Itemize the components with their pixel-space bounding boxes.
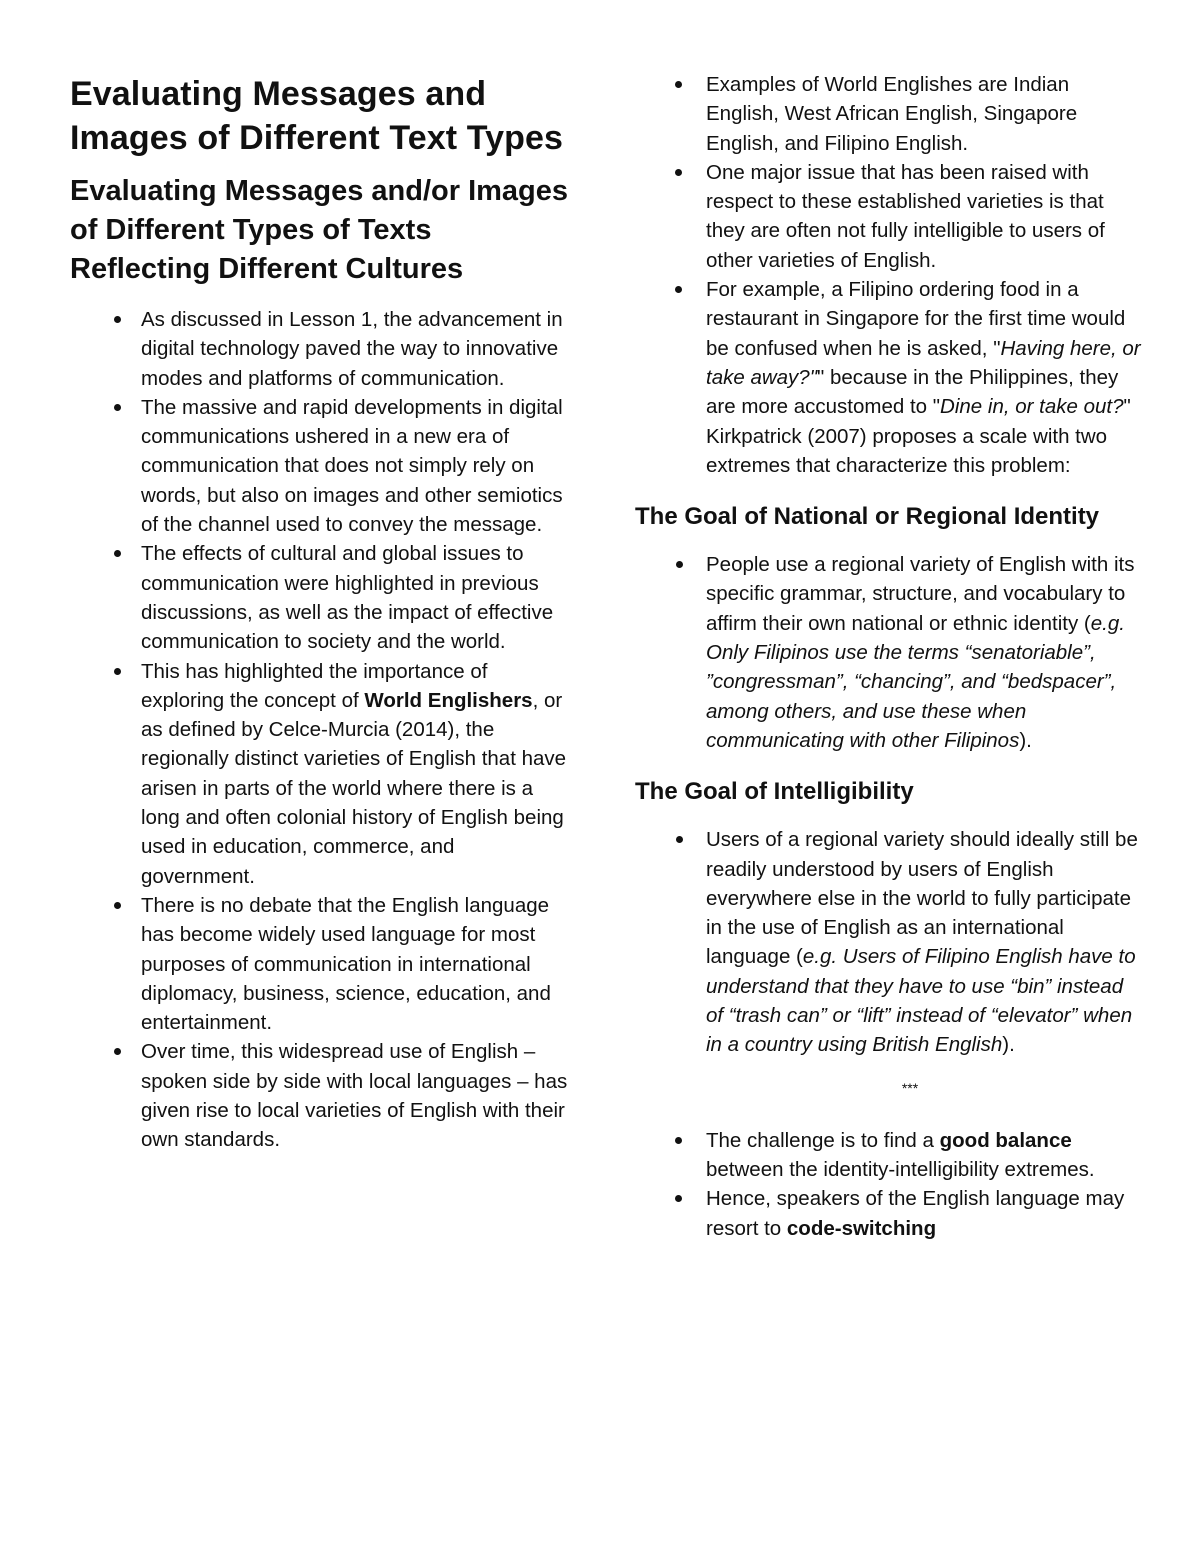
- bullet-icon: [675, 169, 682, 176]
- body-text: , or as defined by Celce-Murcia (2014), the regionally distinct varieties of English that have arisen in parts of the world where there is a long and often colonial history of English being used in education, commerce, and government.: [141, 688, 567, 888]
- bullet-icon: [676, 561, 683, 568]
- bullet-icon: [114, 404, 121, 411]
- list-item: [635, 825, 1145, 1059]
- body-text: Examples of World Englishes are Indian English, West African English, Singapore English, and Filipino English.: [706, 73, 1078, 155]
- list-item: [70, 891, 570, 1037]
- right-column: [635, 70, 1145, 1243]
- right-top-bullet-list: [635, 70, 1145, 480]
- list-item: [635, 275, 1145, 480]
- body-text: This has highlighted the importance of exploring the concept of: [141, 659, 488, 712]
- bullet-icon: [676, 836, 683, 843]
- bullet-icon: [114, 668, 121, 675]
- list-item: [70, 539, 570, 656]
- left-bullet-list: [70, 305, 570, 1155]
- body-text: Over time, this widespread use of English – spoken side by side with local languages – has given rise to local varieties of English with their own standards.: [141, 1040, 568, 1152]
- list-item: [70, 393, 570, 539]
- identity-bullet-list: [635, 550, 1145, 755]
- bullet-icon: [675, 1195, 682, 1202]
- body-text: People use a regional variety of English with its specific grammar, structure, and vocabulary to affirm their own national or ethnic identity (: [706, 553, 1135, 635]
- spacer: [635, 480, 1145, 500]
- page-subtitle: Evaluating Messages and/or Images of Different Types of Texts Reflecting Different Cultures: [70, 175, 569, 285]
- example-text: e.g. Only Filipinos use the terms “senatoriable”, ”congressman”, “chancing”, and “bedspacer”, among others, and use these when communicating with other Filipinos: [706, 611, 1125, 752]
- section-heading-identity: The Goal of National or Regional Identity: [635, 503, 1100, 531]
- section-heading-intelligibility: The Goal of Intelligibility: [635, 778, 914, 806]
- body-text: Hence, speakers of the English language may resort to: [706, 1187, 1125, 1240]
- body-text: For example, a Filipino ordering food in a restaurant in Singapore for the first time would be confused when he is asked, ": [706, 278, 1126, 360]
- list-item: [635, 550, 1145, 755]
- bullet-icon: [675, 286, 682, 293]
- list-item: [635, 70, 1145, 158]
- example-text: Dine in, or take out?: [940, 395, 1124, 419]
- body-text: " because in the Philippines, they are more accustomed to ": [706, 365, 1119, 419]
- page-title: Evaluating Messages and Images of Different Text Types: [70, 75, 563, 157]
- example-text: Having here, or take away?": [706, 336, 1141, 389]
- body-text: There is no debate that the English language has become widely used language for most purposes of communication in international diplomacy, business, science, education, and entertainment.: [141, 893, 551, 1035]
- bullet-icon: [675, 1137, 682, 1144]
- bullet-icon: [114, 1048, 121, 1055]
- section-separator: ***: [901, 1079, 919, 1096]
- spacer: [635, 755, 1145, 775]
- list-item: [70, 1037, 570, 1154]
- list-item: [70, 657, 570, 891]
- list-item: [635, 1184, 1145, 1243]
- example-text: e.g. Users of Filipino English have to understand that they have to use “bin” instead of “trash can” or “lift” instead of “elevator” when in a country using British English: [706, 945, 1136, 1057]
- body-text: ).: [1019, 728, 1032, 752]
- body-text: between the identity-intelligibility extremes.: [706, 1157, 1095, 1181]
- body-text: Users of a regional variety should ideally still be readily understood by users of English everywhere else in the world to fully participate in the use of English as an international language (: [706, 828, 1138, 969]
- body-text: The massive and rapid developments in digital communications ushered in a new era of communication that does not simply rely on words, but also on images and other semiotics of the channel used to convey the message.: [141, 395, 563, 537]
- body-text: The challenge is to find a: [706, 1128, 940, 1152]
- list-item: [70, 305, 570, 393]
- bullet-icon: [114, 902, 121, 909]
- body-text: As discussed in Lesson 1, the advancement in digital technology paved the way to innovative modes and platforms of communication.: [141, 308, 563, 390]
- bullet-icon: [114, 550, 121, 557]
- body-text: " Kirkpatrick (2007) proposes a scale with two extremes that characterize this problem:: [706, 395, 1131, 477]
- bullet-icon: [114, 316, 121, 323]
- bullet-icon: [675, 81, 682, 88]
- body-text: ).: [1002, 1033, 1015, 1057]
- list-item: [635, 158, 1145, 275]
- body-text: One major issue that has been raised with respect to these established varieties is that they are often not fully intelligible to users of other varieties of English.: [706, 160, 1105, 272]
- emphasis-text: World Englishers: [364, 688, 533, 712]
- intelligibility-bullet-list: [635, 825, 1145, 1059]
- list-item: [635, 1126, 1145, 1185]
- body-text: The effects of cultural and global issues to communication were highlighted in previous discussions, as well as the impact of effective communication to society and the world.: [141, 542, 554, 654]
- emphasis-text: good balance: [939, 1128, 1072, 1152]
- closing-bullet-list: [635, 1126, 1145, 1243]
- emphasis-text: code-switching: [786, 1216, 937, 1240]
- left-column: [70, 70, 570, 1155]
